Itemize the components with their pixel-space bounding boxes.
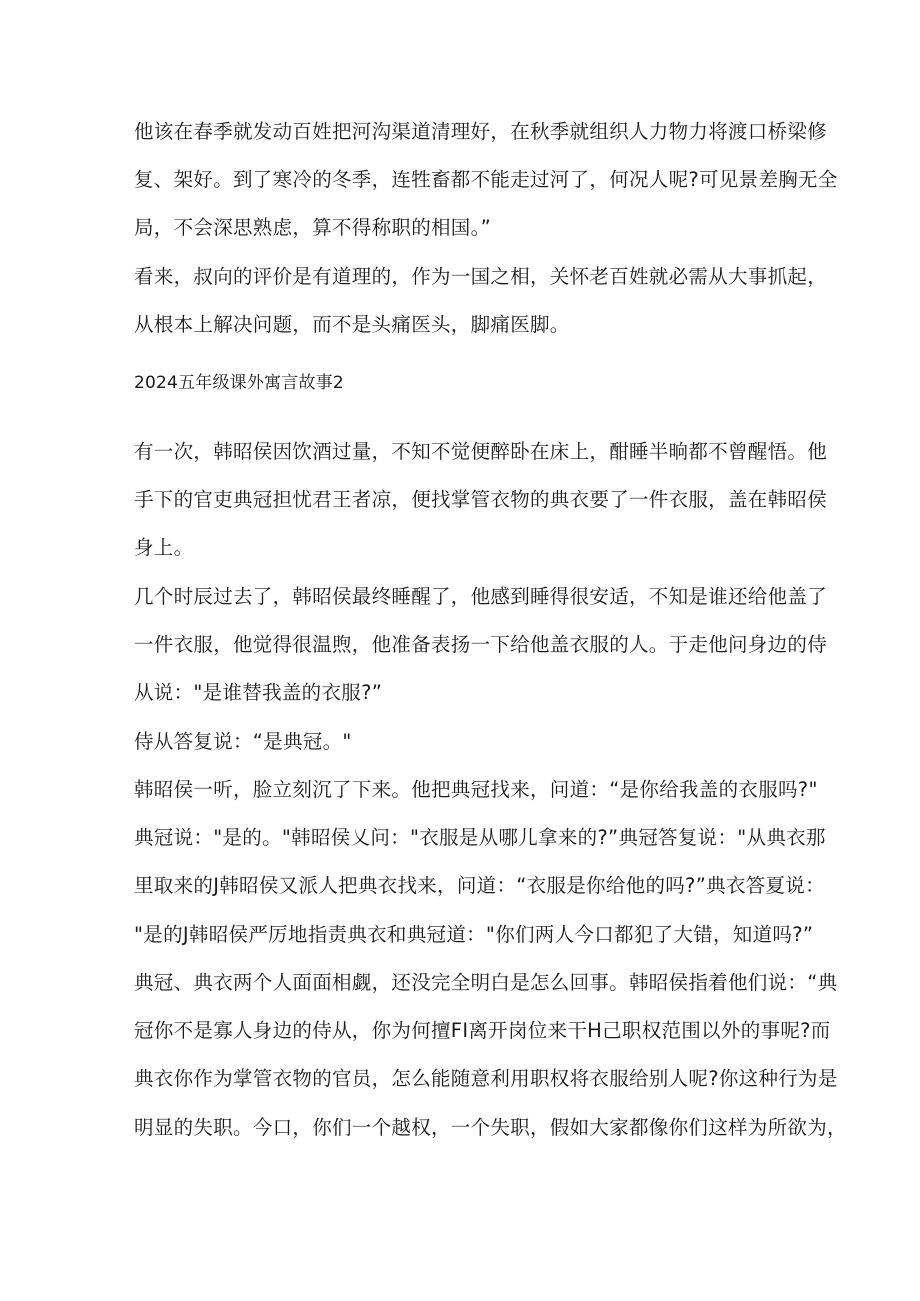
text-line: 几个时辰过去了，韩昭侯最终睡醒了，他感到睡得很安适，不知是谁还给他盖了 (134, 585, 828, 608)
text-line: 看来，叔向的评价是有道理的，作为一国之相，关怀老百姓就必需从大事抓起， (134, 265, 828, 288)
text-line: 典衣你作为掌管衣物的官员，怎么能随意利用职权将衣服给别人呢?你这种行为是 (134, 1067, 838, 1090)
text-line: 一件衣服，他觉得很温煦，他准备表扬一下给他盖衣服的人。于走他问身边的侍 (134, 633, 828, 656)
text-line: 复、架好。到了寒冷的冬季，连牲畜都不能走过河了，何况人呢?可见景差胸无全 (134, 168, 838, 191)
text-line: 从说："是谁替我盖的衣服?” (134, 681, 383, 704)
text-line: 手下的官吏典冠担忧君王者凉，便找掌管衣物的典衣要了一件衣服，盖在韩昭侯 (134, 488, 828, 511)
text-line: 他该在春季就发动百姓把河沟渠道清理好，在秋季就组织人力物力将渡口桥梁修 (134, 120, 828, 143)
text-line: 有一次，韩昭侯因饮酒过量，不知不觉便醉卧在床上，酣睡半晌都不曾醒悟。他 (134, 440, 828, 463)
text-line: 典冠说："是的。"韩昭侯乂问："衣服是从哪儿拿来的?”典冠答复说："从典衣那 (134, 826, 826, 849)
text-line: 身上。 (134, 536, 194, 559)
text-line: 韩昭侯一听，脸立刻沉了下来。他把典冠找来，问道：“是你给我盖的衣服吗?" (134, 778, 818, 801)
text-line: 局，不会深思熟虑，算不得称职的相国。” (134, 216, 492, 239)
text-line: 里取来的J韩昭侯又派人把典衣找来，问道：“衣服是你给他的吗?”典衣答夏说： (134, 874, 825, 897)
text-line: 典冠、典衣两个人面面相觑，还没完全明白是怎么回事。韩昭侯指着他们说：“典 (134, 971, 838, 994)
section-heading: 2024五年级课外寓言故事2 (134, 373, 344, 393)
text-line: 明显的失职。今口，你们一个越权，一个失职，假如大家都像你们这样为所欲为， (134, 1116, 847, 1139)
text-line: 冠你不是寡人身边的侍从，你为何擅FI离开岗位来干H己职权范围以外的事呢?而 (134, 1019, 831, 1042)
text-line: 侍从答复说：“是典冠。" (134, 730, 352, 753)
text-line: 从根本上解决问题，而不是头痛医头，脚痛医脚。 (134, 313, 570, 336)
text-line: "是的J韩昭侯严厉地指责典衣和典冠道："你们两人今口都犯了大错，知道吗?” (134, 923, 814, 946)
